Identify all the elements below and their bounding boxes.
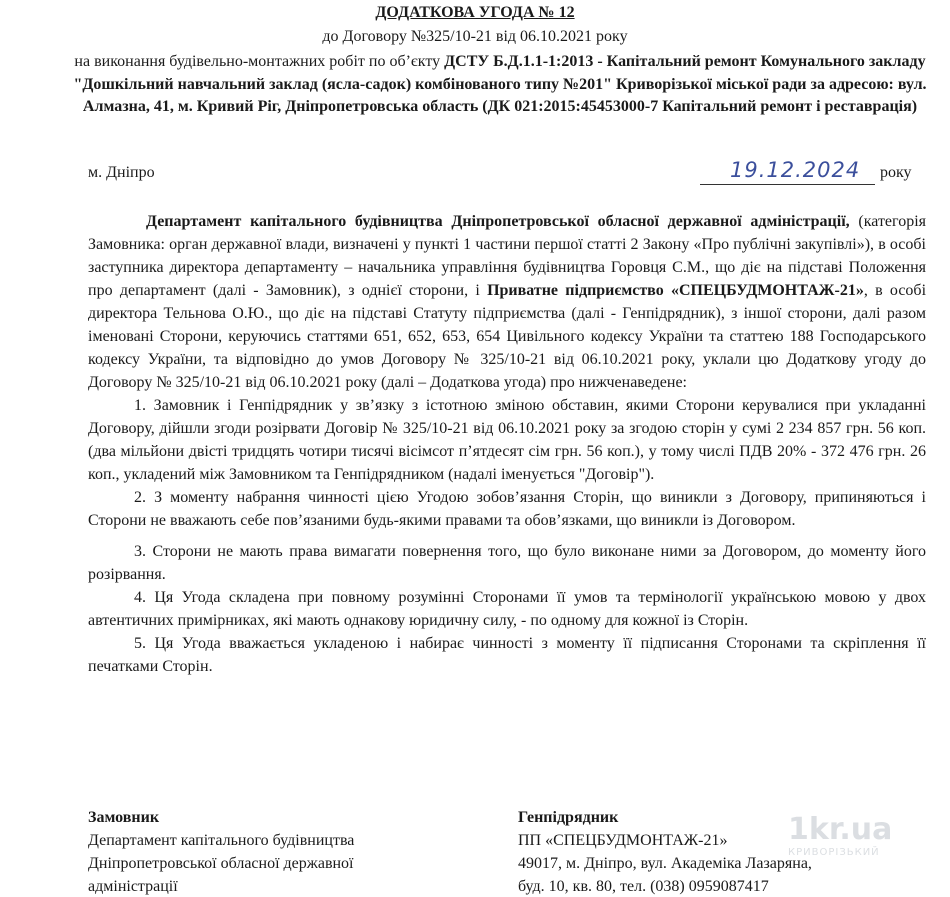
contract-reference: до Договору №325/10-21 від 06.10.2021 року: [322, 28, 628, 45]
clause-5: 5. Ця Угода вважається укладеною і набирає чинності з моменту її підписання Сторонами та скріплення її печатками Сторін.: [88, 635, 926, 675]
handwritten-date: 19.12.2024: [730, 158, 861, 182]
preamble-paragraph: [88, 210, 926, 394]
customer-name: Департамент капітального будівництва Дніпропетровської обласної державної адміністрації,: [146, 213, 850, 230]
date-suffix: року: [880, 164, 912, 181]
contractor-line: ПП «СПЕЦБУДМОНТАЖ-21»: [518, 832, 728, 849]
agreement-body: [88, 210, 926, 678]
clause-3: 3. Сторони не мають права вимагати повернення того, що було виконане ними за Договором, до моменту його розірвання.: [88, 543, 926, 583]
place-of-signing: м. Дніпро: [88, 164, 155, 181]
watermark-text: 1kr.ua: [788, 812, 893, 847]
watermark-logo: [788, 812, 928, 884]
clause-2: 2. З моменту набрання чинності цією Угодою зобов’язання Сторін, що виникли з Договору, припиняються і Сторони не вважають себе пов’язаними будь-якими правами та обов’язками, що виникли із Договором.: [88, 489, 926, 529]
clause-1: 1. Замовник і Генпідрядник у зв’язку з істотною зміною обставин, якими Сторони керувалися при укладанні Договору, дійшли згоди розірвати Договір № 325/10-21 від 06.10.2021 року за згодою сторін у сумі 2 234 857 грн. 56 коп. (два мільйони двісті тридцять чотири тисячі вісімсот п’ятдесят сім грн. 56 коп.), у тому числі ПДВ 20% - 372 476 грн. 26 коп., укладений між Замовником та Генпідрядником (надалі іменується "Договір").: [88, 397, 926, 483]
contractor-name: Приватне підприємство «СПЕЦБУДМОНТАЖ-21»: [487, 282, 864, 299]
date-underline: [700, 184, 875, 185]
preamble-text-1: (категорія Замовника: орган державної влади, визначені у пункті 1 частини першої статті 2 Закону «Про публічні закупівлі»), в особі заступника директора департаменту – начальника управління будівництва Горовця С.М., що діє на підставі Положення про департамент (далі - Замовник), з однієї сторони, і: [88, 213, 927, 299]
object-name: ДСТУ Б.Д.1.1-1:2013 - Капітальний ремонт Комунального закладу "Дошкільний навчальний заклад (ясла-садок) комбінованого типу №201" Криворізької міської ради за адресою: вул. Алмазна, 41, м. Кривий Ріг, Дніпропетровська область (ДК 021:2015:45453000-7 Капітальний ремонт і реставрація): [73, 53, 927, 115]
contractor-signature-block: [518, 806, 812, 897]
contractor-heading: Генпідрядник: [518, 809, 619, 826]
contractor-line: буд. 10, кв. 80, тел. (038) 0959087417: [518, 878, 769, 895]
object-description: [60, 51, 940, 119]
customer-heading: Замовник: [88, 809, 160, 826]
customer-line: адміністрації: [88, 878, 178, 895]
object-lead: на виконання будівельно-монтажних робіт по об’єкту: [74, 53, 445, 70]
customer-signature-block: [88, 806, 354, 897]
watermark-caption: КРИВОРІЗЬКИЙ: [788, 847, 880, 858]
contractor-line: 49017, м. Дніпро, вул. Академіка Лазаряна,: [518, 855, 812, 872]
clause-4: 4. Ця Угода складена при повному розумінні Сторонами її умов та термінології українською мовою у двох автентичних примірниках, які мають однакову юридичну силу, - по одному для кожної із Сторін.: [88, 589, 926, 629]
preamble-text-2: , в особі директора Тельнова О.Ю., що діє на підставі Статуту підприємства (далі - Генпідрядник), з іншої сторони, далі разом іменовані Сторони, керуючись статтями 651, 652, 653, 654 Цивільного кодексу України та статтею 188 Господарського кодексу України, та відповідно до умов Договору № 325/10-21 від 06.10.2021 року, уклали цю Додаткову угоду до Договору № 325/10-21 від 06.10.2021 року (далі – Додаткова угода) про нижченаведене:: [88, 282, 927, 391]
customer-line: Департамент капітального будівництва: [88, 832, 355, 849]
customer-line: Дніпропетровської обласної державної: [88, 855, 354, 872]
document-title: ДОДАТКОВА УГОДА № 12: [375, 4, 575, 21]
